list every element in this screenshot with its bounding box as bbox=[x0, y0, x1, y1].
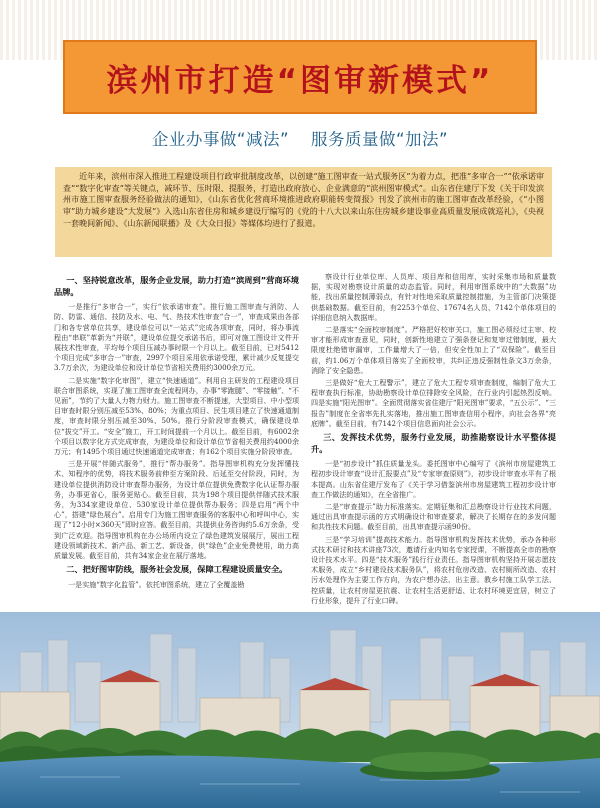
page-title: 滨州市打造“图审新模式” bbox=[106, 62, 494, 99]
paragraph: 察设计行业单位库、人员库、项目库和信用库，实时采集市场和质量数据，实现对勘察设计质量的动态监管。同时，利用审图系统中的“大数据”功能，找出质量控制薄弱点，有针对性地采取质量控制措施，为主管部门决策提供基础数据。截至目前，有2253个单位、17674名人员、7142个单体项目的详细信息纳入数据库。 bbox=[311, 272, 556, 322]
lead-paragraph-box bbox=[55, 167, 552, 257]
paragraph: 三是“学习培训”提高技术能力。指导图审机构发挥技术优势，承办各种形式技术研讨和技术讲座73次，邀请行业内知名专家授课，不断提高全市的勘察设计技术水平。四是“技术服务”践行行业责任。指导图审机构坚持开展志愿技术服务，成立“乡村建设技术服务队”，将农村危房改造、农村厕所改造、农村污水处理作为主要工作方向，为农户想办法、出主意。教乡村施工队学工法、控质量，让农村房屋更抗震、让农村生活更舒适、让农村环境更宜居，树立了行业形象，提升了行业口碑。 bbox=[311, 534, 556, 605]
article-column-left bbox=[54, 272, 299, 610]
city-skyline-illustration bbox=[0, 612, 600, 808]
paragraph: 一是“初步设计”抓住质量龙头。委托图审中心编写了《滨州市房屋建筑工程初步设计审查“设计汇报要点”及“专家审查原则”》，初步设计审查水平有了根本提高。山东省住建厅发布了《关于学习借鉴滨州市房屋建筑工程初步设计审查工作做法的通知》，在全省推广。 bbox=[311, 459, 556, 499]
paragraph: 二是“审查提示”助力标准落实。定期征集和汇总勘察设计行业技术问题，通过出具审查提示函的方式明确设计和审查要求，解决了长期存在的多发问题和共性技术问题。截至目前，出具审查提示函90份。 bbox=[311, 502, 556, 532]
subtitle-right: 服务质量做“加法” bbox=[311, 130, 449, 149]
section-heading-3: 三、发挥技术优势，服务行业发展，助推勘察设计水平整体提升。 bbox=[311, 432, 556, 454]
subtitle bbox=[0, 126, 600, 150]
section-heading-1: 一、坚持锐意改革，服务企业发展，助力打造“滨周到”营商环境品牌。 bbox=[54, 275, 299, 297]
paragraph: 一是推行“多审合一”，实行“依承诺审查”。推行施工图审查与消防、人防、防雷、通信、技防及水、电、气、热技术性审查“合一”，审查成果由各部门和各专营单位共享，建设单位可以“一站式”完成各项审查，同时，将办事流程由“串联”革新为“并联”，建设单位提交承诺书后，即可对施工图设计文件开展技术性审查，平均每个项目压减办事时限一个月以上。截至目前，已对5412个项目完成“多审合一”审查，2997个项目采用依承诺受理，累计减少反复提交3.7万余次，为建设单位和设计单位节省相关费用约3000余万元。 bbox=[54, 302, 299, 373]
paragraph: 二是落实“全面校审制度”。严格把好校审关口，施工图必须经过主审、校审才能形成审查意见，同时，创新性地建立了强条登记和复审过错制度，最大限度杜绝错审漏审，工作量增大了一倍，但安全性加上了“双保险”。截至目前，约1.06万个单体项目落实了全面校审，共纠正违反强制性条文3万余条，消除了安全隐患。 bbox=[311, 325, 556, 375]
subtitle-left: 企业办事做“减法” bbox=[151, 130, 289, 149]
paragraph: 三是做好“危大工程警示”，建立了危大工程专项审查制度，编制了危大工程审查执行标准，协助勘察设计单位排除安全风险，在行业内引起热烈反响。四是实施“阳光图审”。全面贯彻落实省住建厅“阳光图审”要求，“五公示”、“三报告”制度在全省率先扎实落地，推出施工图审查信用小程序，向社会各界“亮底牌”。截至目前，有7142个项目信息面向社会公示。 bbox=[311, 378, 556, 428]
paragraph: 一是实施“数字化监管”。依托审图系统，建立了全覆盖勘 bbox=[68, 579, 245, 589]
article-column-right bbox=[311, 272, 556, 610]
city-skyline-photo bbox=[0, 612, 600, 808]
lead-paragraph: 近年来，滨州市深入推进工程建设项目行政审批制度改革，以创建“施工图审查一站式服务区”为着力点，把准“多审合一”“依承诺审查”“数字化审查”等关键点，减环节、压时限、提服务，打造出政府放心、企业满意的“滨州图审模式”。山东省住建厅下发《关于印发滨州市施工图审查服务经验做法的通知》，《山东省优化营商环境推进政府职能转变简报》刊发了滨州市的施工图审查改革经验，《“小图审”助力城乡建设“大发展”》入选山东省住房和城乡建设厅编写的《党的十八大以来山东住房城乡建设事业高质量发展成就巡礼》，《央视一套晚间新闻》、《山东新闻联播》及《大众日报》等媒体均进行了报道。 bbox=[63, 172, 544, 228]
paragraph: 二是实施“数字化审图”，建立“快速通道”。利用自主研发的工程建设项目联合审图系统，实现了施工图审查全流程网办，办事“零跑腿”、“零接触”、“不见面”，节约了大量人力物力财力。施工图审查不断提速，大型项目、中小型项目审查时限分别压减至53%、80%；为重点项目、民生项目建立了快速通道制度，审查时限分别压减至30%、50%。推行分阶段审查模式，确保建设单位“拔交”开工。“安全”施工，开工时间提前一个月以上。截至目前，有6002余个项目以数字化方式完成审查，为建设单位和设计单位节省相关费用约4000余万元；有1495个项目通过快速通道完成审查；有162个项目实施分阶段审查。 bbox=[54, 375, 299, 457]
section-heading-2: 二、把好图审防线，服务社会发展，保障工程建设质量安全。 bbox=[66, 564, 288, 575]
paragraph: 三是开展“伴随式服务”，推行“帮办服务”。指导图审机构充分发挥懂技术、知程序的优势，将技术服务前伸至方案阶段、后延至交付阶段，同时，为建设单位提供消防设计审查帮办服务，为设计单位提供免费数字化认证帮办服务，办事更省心，服务更贴心。截至目前，共为198个项目提供伴随式技术服务，为334家建设单位、530家设计单位提供帮办服务；四是启用“两个中心”，搭建“绿色展台”。启用专门为施工图审查服务的客服中心和呼叫中心，实现了“12小时×360天”即时应答。截至目前，共提供业务咨询约5.6万余条，受到广泛欢迎。指导图审机构在办公场所内设立了绿色建筑发展展厅，展出工程建设领域新技术、新产品、新工艺、新设备，供“绿色”企业免费使用，助力高质量发展。截至目前，共有34家企业在展厅落地。 bbox=[54, 459, 299, 561]
title-banner bbox=[63, 40, 537, 114]
